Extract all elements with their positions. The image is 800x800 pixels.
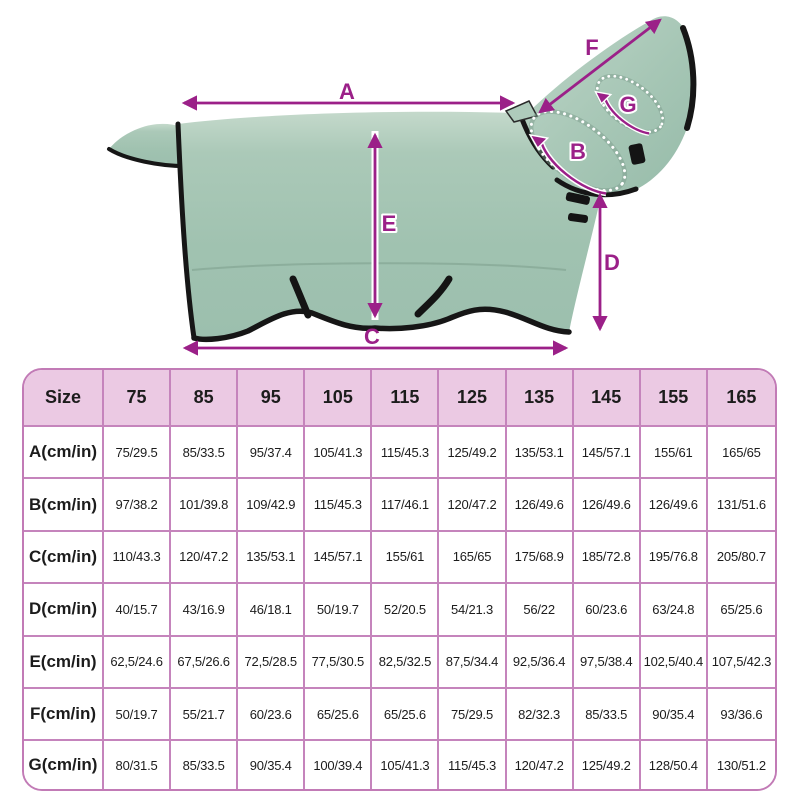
size-table-cell: 82/32.3 [507, 689, 574, 741]
measure-label-c: C [364, 324, 380, 349]
size-table-cell: 102,5/40.4 [641, 637, 708, 689]
size-table-cell: 165/65 [439, 532, 506, 584]
size-table-cell: 77,5/30.5 [305, 637, 372, 689]
size-table-cell: 97,5/38.4 [574, 637, 641, 689]
size-table-cell: 110/43.3 [104, 532, 171, 584]
size-table-cell: 97/38.2 [104, 479, 171, 531]
size-table-cell: 126/49.6 [574, 479, 641, 531]
size-table-col-header: 155 [641, 370, 708, 427]
size-table-cell: 55/21.7 [171, 689, 238, 741]
size-table [24, 370, 775, 789]
size-table-cell: 63/24.8 [641, 584, 708, 636]
size-table-row-label: A(cm/in) [24, 427, 104, 479]
size-table-cell: 75/29.5 [439, 689, 506, 741]
size-table-row-label: F(cm/in) [24, 689, 104, 741]
size-table-cell: 56/22 [507, 584, 574, 636]
size-table-cell: 165/65 [708, 427, 775, 479]
size-table-cell: 101/39.8 [171, 479, 238, 531]
size-table-cell: 65/25.6 [372, 689, 439, 741]
size-table-cell: 90/35.4 [238, 741, 305, 789]
size-table-cell: 126/49.6 [507, 479, 574, 531]
size-table-cell: 87,5/34.4 [439, 637, 506, 689]
size-table-cell: 65/25.6 [305, 689, 372, 741]
size-table-col-header: 135 [507, 370, 574, 427]
size-table-cell: 131/51.6 [708, 479, 775, 531]
size-table-cell: 155/61 [372, 532, 439, 584]
size-table-cell: 145/57.1 [574, 427, 641, 479]
size-table-cell: 60/23.6 [238, 689, 305, 741]
size-table-cell: 135/53.1 [507, 427, 574, 479]
size-table-cell: 120/47.2 [171, 532, 238, 584]
size-table-row [24, 427, 775, 479]
size-table-cell: 195/76.8 [641, 532, 708, 584]
size-table-cell: 120/47.2 [439, 479, 506, 531]
size-table-cell: 125/49.2 [574, 741, 641, 789]
size-table-cell: 60/23.6 [574, 584, 641, 636]
size-table-cell: 85/33.5 [171, 427, 238, 479]
size-table-col-header: 75 [104, 370, 171, 427]
size-table-cell: 93/36.6 [708, 689, 775, 741]
size-table-cell: 90/35.4 [641, 689, 708, 741]
measure-label-b: B [570, 139, 586, 164]
size-table-row-label: G(cm/in) [24, 741, 104, 789]
size-table-cell: 120/47.2 [507, 741, 574, 789]
size-table-col-header: 105 [305, 370, 372, 427]
size-table-cell: 126/49.6 [641, 479, 708, 531]
size-table-col-header: 165 [708, 370, 775, 427]
size-table-row [24, 479, 775, 531]
size-table-col-header: 145 [574, 370, 641, 427]
size-table-col-header: 95 [238, 370, 305, 427]
size-table-cell: 128/50.4 [641, 741, 708, 789]
size-table-cell: 175/68.9 [507, 532, 574, 584]
size-table-cell: 75/29.5 [104, 427, 171, 479]
size-table-cell: 67,5/26.6 [171, 637, 238, 689]
measure-label-f: F [585, 35, 599, 60]
size-table-row [24, 584, 775, 636]
size-table-cell: 54/21.3 [439, 584, 506, 636]
size-table-cell: 130/51.2 [708, 741, 775, 789]
size-table-cell: 117/46.1 [372, 479, 439, 531]
size-table-cell: 65/25.6 [708, 584, 775, 636]
size-table-cell: 85/33.5 [171, 741, 238, 789]
size-table-cell: 135/53.1 [238, 532, 305, 584]
size-table-cell: 43/16.9 [171, 584, 238, 636]
size-table-cell: 72,5/28.5 [238, 637, 305, 689]
size-table-cell: 50/19.7 [104, 689, 171, 741]
size-table-cell: 205/80.7 [708, 532, 775, 584]
size-table-cell: 50/19.7 [305, 584, 372, 636]
measure-label-g: G [619, 92, 637, 117]
size-table-cell: 125/49.2 [439, 427, 506, 479]
size-table-head-row [24, 370, 775, 427]
size-table-cell: 100/39.4 [305, 741, 372, 789]
size-table-row-label: D(cm/in) [24, 584, 104, 636]
size-table-row [24, 689, 775, 741]
size-table-cell: 52/20.5 [372, 584, 439, 636]
size-table-container [22, 368, 777, 791]
measure-label-d: D [604, 250, 620, 275]
size-table-cell: 82,5/32.5 [372, 637, 439, 689]
size-table-row [24, 637, 775, 689]
size-table-cell: 80/31.5 [104, 741, 171, 789]
size-table-corner-header: Size [24, 370, 104, 427]
size-table-cell: 46/18.1 [238, 584, 305, 636]
size-table-cell: 107,5/42.3 [708, 637, 775, 689]
horse-rug-diagram [0, 0, 800, 368]
size-table-row-label: E(cm/in) [24, 637, 104, 689]
size-table-col-header: 125 [439, 370, 506, 427]
size-table-cell: 40/15.7 [104, 584, 171, 636]
measure-label-e: E [381, 211, 397, 236]
size-table-cell: 115/45.3 [439, 741, 506, 789]
size-table-col-header: 85 [171, 370, 238, 427]
size-table-row-label: C(cm/in) [24, 532, 104, 584]
size-table-cell: 105/41.3 [305, 427, 372, 479]
size-table-body [24, 427, 775, 789]
size-table-cell: 185/72.8 [574, 532, 641, 584]
size-table-row-label: B(cm/in) [24, 479, 104, 531]
size-table-cell: 109/42.9 [238, 479, 305, 531]
size-table-cell: 105/41.3 [372, 741, 439, 789]
size-table-col-header: 115 [372, 370, 439, 427]
size-table-cell: 95/37.4 [238, 427, 305, 479]
size-table-row [24, 532, 775, 584]
size-table-cell: 92,5/36.4 [507, 637, 574, 689]
size-table-row [24, 741, 775, 789]
size-table-cell: 85/33.5 [574, 689, 641, 741]
size-table-cell: 145/57.1 [305, 532, 372, 584]
measure-label-a: A [339, 79, 355, 104]
size-table-cell: 115/45.3 [372, 427, 439, 479]
size-table-cell: 62,5/24.6 [104, 637, 171, 689]
size-table-cell: 115/45.3 [305, 479, 372, 531]
size-table-cell: 155/61 [641, 427, 708, 479]
